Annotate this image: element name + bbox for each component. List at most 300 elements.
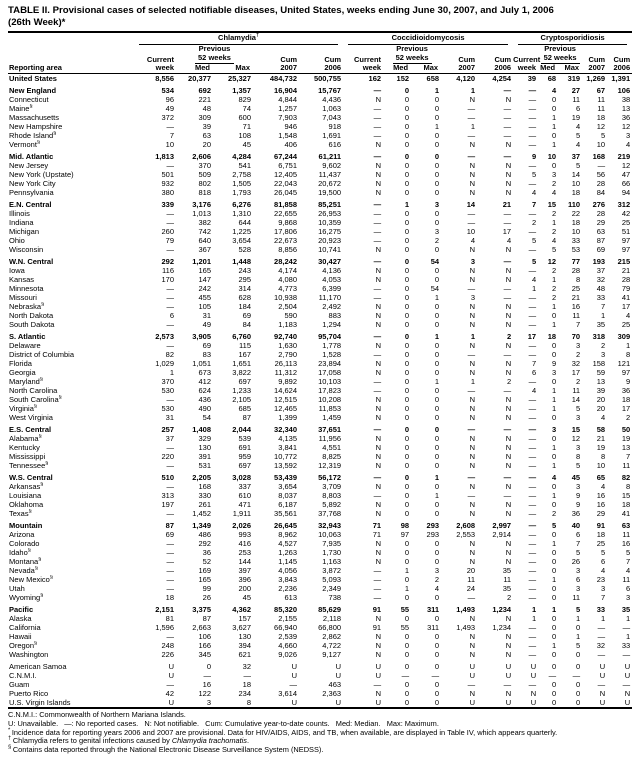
value-cell: 28,242 <box>274 257 297 267</box>
value-cell: — <box>373 377 382 387</box>
value-cell: 14 <box>466 200 476 210</box>
value-cell: 4 <box>551 86 557 96</box>
value-cell: 339 <box>161 200 174 210</box>
value-cell: — <box>503 104 512 114</box>
value-cell: 0 <box>434 557 440 567</box>
value-cell: 6,760 <box>232 332 251 342</box>
footnote-line-1: C.N.M.I.: Commonwealth of Northern Mariana Islands. <box>8 710 186 720</box>
value-cell: 1 <box>551 320 557 330</box>
value-cell: 0 <box>434 218 440 228</box>
value-cell: 18 <box>547 332 557 342</box>
value-cell: 1 <box>625 341 631 351</box>
value-cell: 116 <box>162 266 174 276</box>
value-cell: — <box>166 539 174 549</box>
value-cell: — <box>373 680 382 690</box>
value-cell: 97 <box>400 530 410 540</box>
value-cell: 10,208 <box>318 395 342 405</box>
value-cell: 0 <box>434 266 440 276</box>
value-cell: 0 <box>434 311 440 321</box>
value-cell: 20,377 <box>188 74 211 84</box>
value-cell: 106 <box>198 632 211 642</box>
area-cell: Michigan <box>9 227 40 237</box>
value-cell: N <box>505 641 512 651</box>
value-cell: 471 <box>238 500 251 510</box>
value-cell: 2,044 <box>232 425 251 435</box>
value-cell: 0 <box>434 482 440 492</box>
value-cell: N <box>469 161 476 171</box>
value-cell: 337 <box>238 482 251 492</box>
table-row <box>8 209 632 218</box>
value-cell: 10,741 <box>318 245 342 255</box>
value-cell: U <box>168 698 174 708</box>
region-total-row <box>8 605 632 614</box>
value-cell: — <box>467 491 476 501</box>
value-cell: 2,151 <box>155 605 174 615</box>
value-cell: 1 <box>470 377 476 387</box>
value-cell: 9,026 <box>278 650 297 660</box>
region-total-row <box>8 521 632 530</box>
value-cell: 32 <box>596 641 606 651</box>
value-cell: 5 <box>625 548 631 558</box>
value-cell: 4 <box>551 236 557 246</box>
area-cell: Arizona <box>9 530 35 540</box>
value-cell: 0 <box>404 377 410 387</box>
value-cell: 30,427 <box>318 257 342 267</box>
footnote-marker: † <box>8 735 13 742</box>
value-cell: 0 <box>404 461 410 471</box>
value-cell: 0 <box>404 188 410 198</box>
value-cell: 63 <box>202 131 211 141</box>
value-cell: 18 <box>596 113 606 123</box>
value-cell: 4,080 <box>278 275 297 285</box>
value-cell: 3 <box>434 566 440 576</box>
value-cell: 1 <box>531 284 537 294</box>
value-cell: — <box>597 650 606 660</box>
table-row <box>8 623 632 632</box>
value-cell: 0 <box>434 170 440 180</box>
value-cell: N <box>505 434 512 444</box>
value-cell: 8,803 <box>322 491 342 501</box>
area-cell: Virginia§ <box>9 404 37 414</box>
value-cell: N <box>469 650 476 660</box>
table-row <box>8 275 632 284</box>
value-cell: — <box>373 284 382 294</box>
value-cell: 621 <box>238 650 251 660</box>
value-cell: 2,553 <box>456 530 476 540</box>
value-cell: U <box>624 671 631 681</box>
value-cell: 1 <box>551 404 557 414</box>
value-cell: 0 <box>434 320 440 330</box>
value-cell: 69 <box>242 311 251 321</box>
value-cell: 25 <box>621 218 631 228</box>
value-cell: 10 <box>165 140 174 150</box>
value-cell: 292 <box>161 257 174 267</box>
value-cell: 253 <box>238 548 251 558</box>
value-cell: 2 <box>575 377 581 387</box>
table-row <box>8 131 632 140</box>
value-cell: 2 <box>625 413 631 423</box>
value-cell: 5 <box>575 641 581 651</box>
value-cell: — <box>373 152 382 162</box>
value-cell: N <box>375 557 382 567</box>
table-row <box>8 632 632 641</box>
value-cell: 28 <box>596 179 606 189</box>
value-cell: 0 <box>404 113 410 123</box>
value-cell: — <box>373 86 382 96</box>
value-cell: 15 <box>621 491 631 501</box>
table-row <box>8 548 632 557</box>
value-cell: N <box>469 557 476 567</box>
value-cell: 28 <box>621 275 631 285</box>
value-cell: 1 <box>434 332 440 342</box>
value-cell: U <box>291 662 297 672</box>
value-cell: 98 <box>400 521 410 531</box>
value-cell: 0 <box>575 623 581 633</box>
value-cell: 105 <box>198 302 211 312</box>
value-cell: 11 <box>622 530 631 540</box>
value-cell: 1,528 <box>322 350 342 360</box>
value-cell: — <box>467 593 476 603</box>
value-cell: 1,391 <box>611 74 631 84</box>
value-cell: N <box>599 689 606 699</box>
value-cell: 1 <box>434 491 440 501</box>
value-cell: 17 <box>502 227 512 237</box>
value-cell: — <box>528 302 537 312</box>
value-cell: 31 <box>202 311 211 321</box>
value-cell: 1,201 <box>192 257 211 267</box>
value-cell: 2 <box>551 209 557 219</box>
header-line: week <box>155 63 174 73</box>
value-cell: 372 <box>161 113 174 123</box>
value-cell: 8,556 <box>155 74 174 84</box>
value-cell: 92,740 <box>274 332 297 342</box>
value-cell: 3,654 <box>232 236 251 246</box>
value-cell: 6 <box>625 584 631 594</box>
value-cell: 455 <box>198 293 211 303</box>
value-cell: N <box>375 320 382 330</box>
value-cell: 18 <box>571 188 581 198</box>
value-cell: 11 <box>572 386 581 396</box>
value-cell: — <box>528 179 537 189</box>
value-cell: 167 <box>238 350 251 360</box>
value-cell: U <box>291 698 297 708</box>
value-cell: 5 <box>551 521 557 531</box>
value-cell: — <box>528 86 537 96</box>
value-cell: 8,856 <box>278 245 297 255</box>
value-cell: — <box>622 623 631 633</box>
value-cell: 345 <box>198 650 211 660</box>
value-cell: 312 <box>617 200 631 210</box>
value-cell: 37 <box>165 434 174 444</box>
value-cell: 29 <box>596 218 606 228</box>
column-group-1 <box>134 32 343 45</box>
table-row <box>8 593 632 602</box>
value-cell: 1,505 <box>232 179 251 189</box>
value-cell: — <box>528 566 537 576</box>
value-cell: 8 <box>625 482 631 492</box>
value-cell: 0 <box>404 86 410 96</box>
table-title-line2: (26th Week)* <box>8 16 66 28</box>
value-cell: 0 <box>434 650 440 660</box>
value-cell: 6,751 <box>278 161 297 171</box>
value-cell: 0 <box>551 584 557 594</box>
value-cell: 97 <box>621 245 631 255</box>
value-cell: 19,500 <box>318 188 342 198</box>
area-cell: Delaware <box>9 341 41 351</box>
value-cell: N <box>375 482 382 492</box>
value-cell: 1 <box>625 614 631 624</box>
value-cell: 12 <box>571 434 581 444</box>
value-cell: — <box>467 473 476 483</box>
value-cell: 6 <box>575 530 581 540</box>
value-cell: 3,872 <box>322 566 342 576</box>
value-cell: 5 <box>575 404 581 414</box>
value-cell: 311 <box>426 605 440 615</box>
value-cell: 1,778 <box>322 341 342 351</box>
value-cell: U <box>469 662 476 672</box>
value-cell: 32,943 <box>318 521 342 531</box>
value-cell: 26 <box>202 593 211 603</box>
value-cell: N <box>469 245 476 255</box>
value-cell: N <box>375 179 382 189</box>
area-cell: S. Atlantic <box>9 332 46 342</box>
value-cell: 539 <box>238 434 251 444</box>
value-cell: 380 <box>161 188 174 198</box>
value-cell: 1 <box>531 605 537 615</box>
value-cell: 1 <box>404 200 410 210</box>
value-cell: N <box>505 266 512 276</box>
value-cell: 28 <box>571 266 581 276</box>
value-cell: 293 <box>426 521 440 531</box>
value-cell: 19 <box>621 434 631 444</box>
value-cell: 3 <box>551 425 557 435</box>
value-cell: 1 <box>575 614 581 624</box>
value-cell: 97 <box>621 368 631 378</box>
area-cell: C.N.M.I. <box>9 671 37 681</box>
value-cell: — <box>166 341 174 351</box>
value-cell: 0 <box>434 425 440 435</box>
value-cell: N <box>505 368 512 378</box>
table-body <box>8 74 632 709</box>
value-cell: 6,276 <box>232 200 251 210</box>
value-cell: 74 <box>242 104 251 114</box>
value-cell: 36 <box>621 113 631 123</box>
value-cell: 412 <box>198 377 211 387</box>
area-sup: § <box>27 548 31 554</box>
value-cell: 0 <box>434 641 440 651</box>
value-cell: N <box>469 509 476 519</box>
table-row <box>8 614 632 623</box>
value-cell: 1 <box>470 86 476 96</box>
value-cell: 0 <box>434 548 440 558</box>
value-cell: — <box>373 386 382 396</box>
value-cell: 152 <box>396 74 410 84</box>
value-cell: 0 <box>551 662 557 672</box>
previous-52-weeks-header <box>383 45 441 65</box>
value-cell: 0 <box>551 377 557 387</box>
value-cell: — <box>528 122 537 132</box>
value-cell: — <box>166 320 174 330</box>
value-cell: 1 <box>470 122 476 132</box>
value-cell: 0 <box>404 386 410 396</box>
value-cell: 81,858 <box>274 200 297 210</box>
value-cell: 829 <box>238 95 251 105</box>
value-cell: 2 <box>434 236 440 246</box>
value-cell: 91 <box>372 623 382 633</box>
value-cell: N <box>469 443 476 453</box>
value-cell: — <box>467 425 476 435</box>
value-cell: U <box>530 662 537 672</box>
value-cell: 6 <box>531 368 537 378</box>
region-total-row <box>8 74 632 84</box>
value-cell: 16,904 <box>274 86 297 96</box>
value-cell: 0 <box>434 680 440 690</box>
value-cell: — <box>528 623 537 633</box>
value-cell: 87 <box>242 413 251 423</box>
value-cell: 58 <box>596 425 606 435</box>
area-cell: Guam <box>9 680 30 690</box>
value-cell: 1,459 <box>322 413 342 423</box>
value-cell: 2,997 <box>492 521 512 531</box>
value-cell: 157 <box>238 614 251 624</box>
table-row <box>8 320 632 329</box>
header-line: Cum <box>458 54 476 64</box>
value-cell: 0 <box>551 482 557 492</box>
value-cell: — <box>166 575 174 585</box>
value-cell: N <box>505 614 512 624</box>
value-cell: 4,551 <box>322 443 342 453</box>
value-cell: 2,105 <box>232 395 251 405</box>
area-sup: § <box>39 377 43 383</box>
value-cell: 17 <box>527 332 537 342</box>
value-cell: N <box>505 539 512 549</box>
value-cell: 4 <box>600 413 606 423</box>
region-total-row <box>8 473 632 482</box>
value-cell: 9 <box>575 500 581 510</box>
value-cell: 42 <box>165 689 174 699</box>
value-cell: 16 <box>202 680 211 690</box>
value-cell: 32 <box>596 275 606 285</box>
value-cell: 9 <box>575 491 581 501</box>
area-cell: Minnesota <box>9 284 44 294</box>
value-cell: — <box>503 86 512 96</box>
value-cell: 6,399 <box>322 284 342 294</box>
value-cell: N <box>505 482 512 492</box>
header-line: Cum <box>280 54 297 64</box>
value-cell: — <box>528 473 537 483</box>
value-cell: 5 <box>531 236 537 246</box>
table-row <box>8 140 632 149</box>
value-cell: 18 <box>242 680 251 690</box>
value-cell: N <box>375 434 382 444</box>
value-cell: 54 <box>430 257 440 267</box>
value-cell: 49 <box>202 320 211 330</box>
value-cell: 0 <box>434 509 440 519</box>
value-cell: 1,183 <box>278 320 297 330</box>
value-cell: — <box>528 209 537 219</box>
value-cell: 3 <box>434 227 440 237</box>
value-cell: 616 <box>328 140 342 150</box>
area-cell: Puerto Rico <box>9 689 49 699</box>
value-cell: 1,452 <box>192 509 211 519</box>
value-cell: 108 <box>238 131 251 141</box>
area-sup: § <box>58 395 62 401</box>
value-cell: N <box>530 689 537 699</box>
value-cell: 221 <box>198 95 211 105</box>
header-line: Current <box>353 54 382 64</box>
value-cell: 1,349 <box>192 521 211 531</box>
value-cell: — <box>467 131 476 141</box>
table-title <box>8 5 632 28</box>
value-cell: — <box>503 257 512 267</box>
value-cell: 54 <box>202 413 211 423</box>
value-cell: 7,935 <box>322 539 342 549</box>
value-cell: — <box>166 461 174 471</box>
value-cell: — <box>166 209 174 219</box>
value-cell: U <box>599 671 606 681</box>
value-cell: 463 <box>328 680 342 690</box>
header-line: week <box>517 63 537 73</box>
area-cell: North Dakota <box>9 311 54 321</box>
value-cell: N <box>375 461 382 471</box>
value-cell: 184 <box>238 302 251 312</box>
value-cell: U <box>505 698 512 708</box>
area-cell: Illinois <box>9 209 30 219</box>
value-cell: 5 <box>600 548 606 558</box>
value-cell: 97 <box>621 236 631 246</box>
value-cell: 12 <box>596 122 606 132</box>
value-cell: 3 <box>575 566 581 576</box>
value-cell: 0 <box>551 593 557 603</box>
value-cell: N <box>469 461 476 471</box>
value-cell: 257 <box>161 425 174 435</box>
value-cell: N <box>469 548 476 558</box>
value-cell: 7 <box>575 539 581 549</box>
value-cell: 692 <box>198 86 211 96</box>
value-cell: N <box>469 95 476 105</box>
previous-52-weeks-header <box>538 45 582 65</box>
value-cell: 530 <box>161 404 174 414</box>
value-cell: 0 <box>404 236 410 246</box>
value-cell: 18 <box>596 530 606 540</box>
value-cell: 11 <box>622 461 631 471</box>
value-cell: 4 <box>551 188 557 198</box>
value-cell: 406 <box>284 140 297 150</box>
table-row <box>8 641 632 650</box>
value-cell: 0 <box>434 359 440 369</box>
value-cell: 2 <box>551 293 557 303</box>
area-cell: New York (Upstate) <box>9 170 74 180</box>
value-cell: 818 <box>198 188 211 198</box>
value-cell: 2 <box>551 509 557 519</box>
area-cell: Kentucky <box>9 443 40 453</box>
value-cell: 0 <box>404 218 410 228</box>
value-cell: N <box>505 461 512 471</box>
value-cell: 3 <box>470 257 476 267</box>
value-cell: 4 <box>531 386 537 396</box>
value-cell: — <box>373 425 382 435</box>
value-cell: — <box>528 584 537 594</box>
table-row <box>8 413 632 422</box>
value-cell: 91 <box>596 521 606 531</box>
value-cell: 169 <box>198 566 211 576</box>
value-cell: 35,561 <box>274 509 297 519</box>
value-cell: 959 <box>238 452 251 462</box>
value-cell: N <box>505 509 512 519</box>
value-cell: 48 <box>596 284 606 294</box>
area-cell: Alaska <box>9 614 32 624</box>
value-cell: — <box>597 623 606 633</box>
